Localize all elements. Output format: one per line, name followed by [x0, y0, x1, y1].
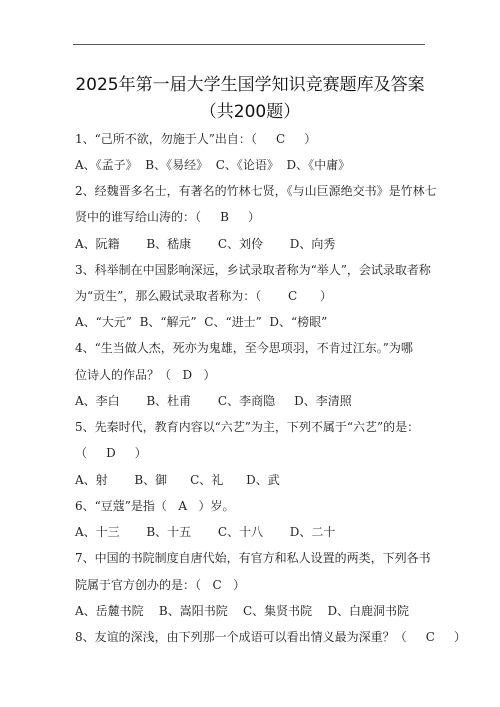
document-subtitle: （共200题） — [199, 102, 301, 122]
question-7: 7、中国的书院制度自唐代始，有官方和私人设置的两类，下列各书 — [75, 551, 431, 565]
question-3: 3、科举制在中国影响深远，乡试录取者称为“举人”，会试录取者称 — [75, 263, 431, 277]
question-6: 6、“豆蔻”是指（ A ）岁。 — [75, 499, 235, 513]
question-3-options: A、“大元” B、“解元” C、“进士” D、“榜眼” — [75, 315, 328, 329]
question-7-options: A、岳麓书院 B、嵩阳书院 C、集贤书院 D、白鹿洞书院 — [75, 604, 410, 618]
question-2-options: A、阮籍 B、嵇康 C、刘伶 D、向秀 — [75, 237, 336, 251]
question-6-options: A、十三 B、十五 C、十八 D、二十 — [75, 525, 336, 539]
header-divider — [73, 44, 425, 45]
question-1-options: A、《孟子》 B、《易经》 C、《论语》 D、《中庸》 — [75, 158, 351, 172]
question-4-continued: 位诗人的作品？（ D ） — [75, 368, 216, 382]
question-4-options: A、李白 B、杜甫 C、李商隐 D、李清照 — [75, 394, 352, 408]
question-4: 4、“生当做人杰，死亦为鬼雄，至今思项羽，不肯过江东。”为哪 — [75, 341, 413, 355]
question-5-options: A、射 B、御 C、礼 D、武 — [75, 473, 280, 487]
question-5-continued: （ D ） — [75, 446, 147, 460]
question-1: 1、“己所不欲，勿施于人”出自：（ C ） — [75, 132, 317, 146]
question-2-continued: 贤中的谁写给山涛的：（ B ） — [75, 210, 260, 224]
question-7-continued: 院属于官方创办的是：（ C ） — [75, 578, 246, 592]
question-5: 5、先秦时代，教育内容以“六艺”为主，下列不属于“六艺”的是： — [75, 420, 420, 434]
question-2: 2、经魏晋多名士，有著名的竹林七贤，《与山巨源绝交书》是竹林七 — [75, 184, 437, 198]
document-title: 2025年第一届大学生国学知识竞赛题库及答案 — [75, 75, 425, 95]
question-3-continued: 为“贡生”，那么殿试录取者称为：（ C ） — [75, 289, 333, 303]
question-8: 8、友谊的深浅，由下列那一个成语可以看出情义最为深重？（ C ） — [75, 630, 466, 644]
